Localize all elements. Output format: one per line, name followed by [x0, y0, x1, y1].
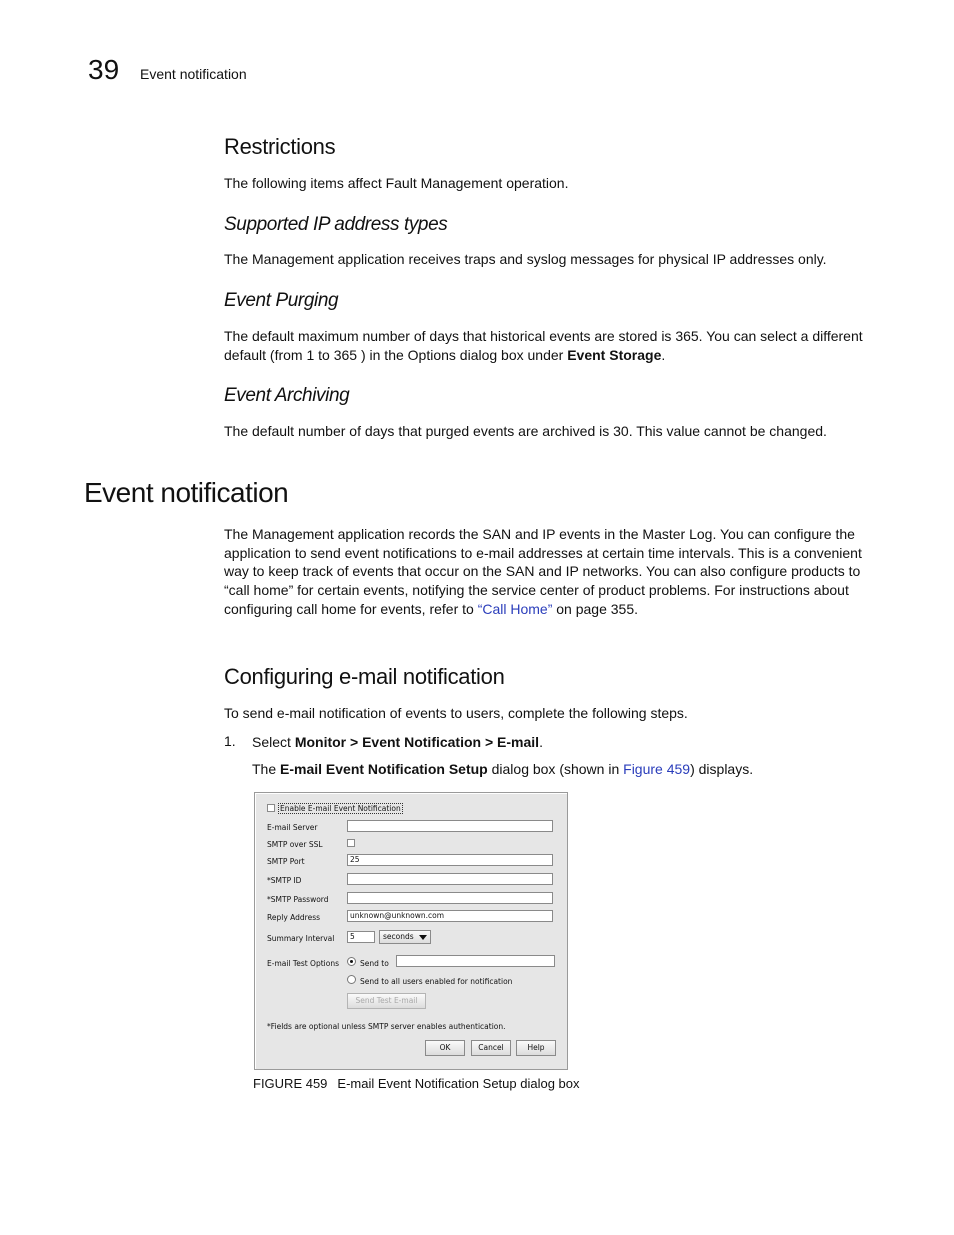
enable-notification-checkbox[interactable] — [267, 804, 275, 812]
figure-caption — [253, 1076, 580, 1091]
step-1-suffix: . — [539, 734, 543, 750]
ip-types-heading: Supported IP address types — [224, 214, 448, 235]
send-all-radio[interactable] — [347, 975, 356, 984]
configuring-intro: To send e-mail notification of events to users, complete the following steps. — [224, 705, 688, 721]
email-server-label: E-mail Server — [267, 823, 318, 832]
smtp-ssl-checkbox[interactable] — [347, 839, 355, 847]
send-test-email-button[interactable]: Send Test E-mail — [347, 993, 426, 1009]
step-1-text — [252, 733, 852, 752]
summary-interval-field[interactable]: 5 — [347, 931, 375, 943]
smtp-password-label: *SMTP Password — [267, 895, 329, 904]
purging-text-after: . — [661, 346, 666, 363]
cancel-button[interactable]: Cancel — [471, 1040, 511, 1056]
figure-label: FIGURE 459 — [253, 1076, 328, 1091]
call-home-link[interactable]: “Call Home” — [477, 600, 553, 617]
step-1-sub-mid: dialog box (shown in — [487, 761, 624, 777]
event-notification-heading: Event notification — [84, 477, 289, 508]
optional-fields-footnote: *Fields are optional unless SMTP server enables authentication. — [267, 1022, 506, 1031]
ok-button[interactable]: OK — [425, 1040, 465, 1056]
event-notification-text — [224, 525, 864, 619]
email-notification-dialog — [254, 792, 568, 1070]
smtp-ssl-label: SMTP over SSL — [267, 840, 323, 849]
purging-text-before: The default maximum number of days that historical events are stored is 365. You can select a different default (from 1 to 365 ) in the Options dialog box under — [224, 328, 863, 363]
send-all-label: Send to all users enabled for notification — [360, 977, 513, 986]
summary-unit-select[interactable] — [379, 930, 431, 944]
ip-types-text: The Management application receives traps and syslog messages for physical IP addresses only. — [224, 251, 827, 267]
send-to-label: Send to — [360, 959, 389, 968]
step-1-subtext — [252, 760, 852, 779]
step-1-menu-path: Monitor > Event Notification > E-mail — [294, 734, 540, 750]
purging-heading: Event Purging — [224, 290, 339, 311]
figure-caption-text: E-mail Event Notification Setup dialog box — [337, 1076, 580, 1091]
send-to-field[interactable] — [396, 955, 555, 967]
step-number: 1. — [224, 733, 236, 749]
purging-text — [224, 327, 864, 364]
summary-unit-value: seconds — [383, 932, 414, 941]
archiving-text: The default number of days that purged events are archived is 30. This value cannot be changed. — [224, 423, 827, 439]
step-1-sub-suffix: ) displays. — [690, 761, 754, 777]
chapter-number: 39 — [88, 54, 120, 85]
smtp-id-label: *SMTP ID — [267, 876, 302, 885]
step-1-prefix: Select — [252, 734, 295, 750]
smtp-port-field[interactable]: 25 — [347, 854, 553, 866]
summary-interval-label: Summary Interval — [267, 934, 335, 943]
reply-address-label: Reply Address — [267, 913, 321, 922]
restrictions-heading: Restrictions — [224, 134, 336, 159]
step-1-sub-prefix: The — [252, 761, 281, 777]
smtp-port-label: SMTP Port — [267, 857, 305, 866]
configuring-heading: Configuring e-mail notification — [224, 664, 505, 689]
email-server-field[interactable] — [347, 820, 553, 832]
reply-address-field[interactable]: unknown@unknown.com — [347, 910, 553, 922]
help-button[interactable]: Help — [516, 1040, 556, 1056]
enable-notification-label: Enable E-mail Event Notification — [280, 804, 401, 813]
restrictions-intro: The following items affect Fault Management operation. — [224, 175, 569, 191]
chapter-title: Event notification — [140, 66, 247, 82]
archiving-heading: Event Archiving — [224, 385, 350, 406]
dropdown-arrow-icon — [419, 935, 427, 940]
figure-link[interactable]: Figure 459 — [623, 761, 691, 777]
smtp-password-field[interactable] — [347, 892, 553, 904]
event-notification-text-after: on page 355. — [552, 600, 639, 617]
smtp-id-field[interactable] — [347, 873, 553, 885]
test-options-label: E-mail Test Options — [267, 959, 339, 968]
event-storage-term: Event Storage — [567, 346, 662, 363]
send-to-radio[interactable] — [347, 957, 356, 966]
dialog-name-term: E-mail Event Notification Setup — [280, 761, 488, 777]
event-notification-text-before: The Management application records the SAN and IP events in the Master Log. You can configure the application to send event notifications to e-mail addresses at certain time intervals. This is a convenient way to keep track of events that occur on the SAN and IP networks. You can also configure products to “call home” for certain events, notifying the service center of product problems. For instructions about configuring call home for events, refer to — [224, 526, 862, 617]
